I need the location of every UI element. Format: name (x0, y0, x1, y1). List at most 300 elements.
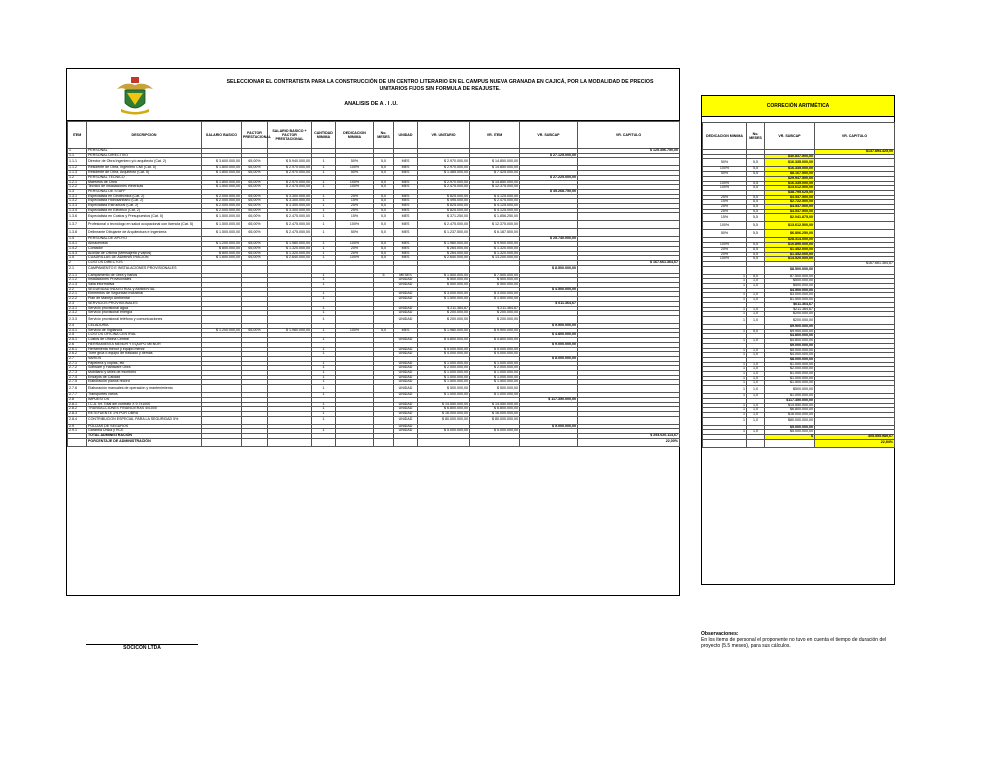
cell-und: UNIDAD (394, 411, 418, 416)
cell-sfp: $ 2.970.000,00 (268, 166, 312, 171)
corr-cell-cap: $137.894.425,00 (815, 150, 895, 155)
cell-und: MES (394, 208, 418, 213)
cell-sfp: $ 2.475.000,00 (268, 213, 312, 221)
cell-desc: Elaboración manuales de operación y mantenimiento (87, 385, 202, 393)
cell-desc: Residente de Obra, Ingeniero Civil (Cat. 5) (87, 166, 202, 171)
cell-desc: Papelería y copias, etc (87, 361, 202, 366)
cell-desc: Especialista en Geotecnica (Cat. 2) (87, 194, 202, 199)
cell-item: 1.4 (68, 237, 87, 242)
cell-item: 1.3.1 (68, 194, 87, 199)
cell-vi: $ 4.125.000,00 (470, 208, 520, 213)
corr-cell-sub: $14.520.000,00 (765, 257, 815, 262)
cell-desc: COSTOS DIRECTOS (87, 260, 202, 265)
cell-mes: 5,0 (374, 171, 394, 176)
cell-cant: 1 (312, 315, 336, 323)
cell-fac: 65,00% (242, 251, 268, 256)
cell-desc: CELADURIA (87, 323, 202, 328)
cell-item: 1.3.7 (68, 221, 87, 229)
cell-item: 1.1.2 (68, 166, 87, 171)
corr-cell-ded: 1 (703, 279, 747, 284)
corr-cell-sub: $3.000.000,00 (765, 293, 815, 298)
col-cantidad: CANTIDAD MINIMA (312, 122, 336, 149)
cell-sfp: $ 3.300.000,00 (268, 208, 312, 213)
cell-vu: $ 500.000,00 (418, 283, 470, 288)
cell-cant: 1 (312, 361, 336, 366)
corr-cell-ded: 1 (703, 376, 747, 381)
corr-cell-ded: 1 (703, 298, 747, 303)
cell-cant: 1 (312, 251, 336, 256)
cell-sal: $ 2.000.000,00 (202, 204, 242, 209)
cell-sal: $ 3.600.000,00 (202, 158, 242, 166)
corr-cell-mes: 1,0 (747, 307, 765, 312)
cell-sfp: $ 3.300.000,00 (268, 194, 312, 199)
cell-desc: Especialista Estructural (Cat. 2) (87, 204, 202, 209)
cell-vu: $ 2.970.000,00 (418, 166, 470, 171)
corr-cell-ded: 1 (703, 316, 747, 324)
cell-sub (520, 385, 578, 393)
cell-vi (470, 265, 520, 273)
cell-vi: $ 1.856.250,00 (470, 213, 520, 221)
cell-item (68, 438, 87, 446)
cell-item: 2.1.1 (68, 273, 87, 278)
corr-cell-mes: 5,5 (747, 230, 765, 238)
cell-und: MES (394, 246, 418, 251)
col-salario: SALARIO BASICO (202, 122, 242, 149)
corr-cell-mes: 1,0 (747, 412, 765, 417)
cell-und: MESES (394, 273, 418, 278)
cell-ded: 25% (336, 194, 374, 199)
cell-item: 1.2.1 (68, 180, 87, 185)
cell-sub: $ 8.000.000,00 (520, 356, 578, 361)
corr-cell-sub: $1.000.000,00 (765, 394, 815, 399)
corr-cell-sub: $1.000.000,00 (765, 372, 815, 377)
cell-und: UNIDAD (394, 380, 418, 385)
cell-fac: 65,00% (242, 171, 268, 176)
corr-cell-sub: $13.612.500,00 (765, 186, 815, 191)
cell-item: 2.5.1 (68, 338, 87, 343)
corr-cell-mes: 1,0 (747, 367, 765, 372)
cell-vu: $ 264.000,00 (418, 246, 470, 251)
corr-cell-mes: 1,0 (747, 348, 765, 353)
cell-und: UNIDAD (394, 375, 418, 380)
cell-sal: $ 1.800.000,00 (202, 166, 242, 171)
cell-sub: $ 9.900.000,00 (520, 323, 578, 328)
corr-cell-mes: 1,0 (747, 403, 765, 408)
cell-desc: COSTOS OFICINA CENTRAL (87, 333, 202, 338)
corr-cell-cap (815, 417, 895, 425)
cell-vu (418, 438, 470, 446)
cell-vi: $ 1.000.000,00 (470, 393, 520, 398)
corr-cell-cap: 22,94% (815, 439, 895, 447)
corr-cell-mes: 5,5 (747, 222, 765, 230)
cell-item: 2.7.6 (68, 385, 87, 393)
corr-cell-sub: $4.500.000,00 (765, 288, 815, 293)
cell-fac: 65,00% (242, 246, 268, 251)
cell-vi: $ 1.000.000,00 (470, 371, 520, 376)
cell-und: MES (394, 229, 418, 237)
cell-sal: $ 1.200.000,00 (202, 328, 242, 333)
cell-item: 2.3.3 (68, 315, 87, 323)
cell-item: 1.5 (68, 256, 87, 261)
corr-cell-mes: 1,0 (747, 284, 765, 289)
cell-sal: $ 1.500.000,00 (202, 221, 242, 229)
cell-cant: 1 (312, 204, 336, 209)
cell-sal: $ 1.800.000,00 (202, 171, 242, 176)
corr-cell-sub: $611.364,67 (765, 302, 815, 307)
cell-ded: 20% (336, 251, 374, 256)
cell-cant: 1 (312, 229, 336, 237)
cell-vi: $ 1.320.000,00 (470, 251, 520, 256)
cell-item: 2.6.1 (68, 347, 87, 352)
cell-vi: $ 7.500.000,00 (470, 273, 520, 278)
corr-cell-sub: $1.000.000,00 (765, 376, 815, 381)
cell-ded: 100% (336, 180, 374, 185)
corr-cell-mes: 5,0 (747, 274, 765, 279)
cell-desc: Plan de Manejo Ambiental (87, 297, 202, 302)
corr-cell-sub: $10.890.000,00 (765, 243, 815, 248)
cell-cant: 1 (312, 292, 336, 297)
cell-cap (578, 229, 680, 237)
cell-item: 1.3.3 (68, 204, 87, 209)
cell-mes (374, 315, 394, 323)
corr-cell-mes (747, 266, 765, 274)
cell-sub: $ 35.268.750,00 (520, 189, 578, 194)
corr-cell-mes: 1,0 (747, 293, 765, 298)
corr-cell-sub: $4.537.500,00 (765, 205, 815, 210)
cell-vu: $ 1.000.000,00 (418, 371, 470, 376)
col-unidad: UNIDAD (394, 122, 418, 149)
cell-item: 1.4.3 (68, 251, 87, 256)
corr-cell-sub: $500.000,00 (765, 279, 815, 284)
corr-cell-sub: $2.000.000,00 (765, 367, 815, 372)
cell-vu: $ 211.364,67 (418, 306, 470, 311)
corr-cell-cap (815, 230, 895, 238)
sheet-header (67, 69, 679, 121)
cell-sal (202, 438, 242, 446)
cell-ded: 50% (336, 158, 374, 166)
cell-mes (374, 438, 394, 446)
corr-cell-ded: 15% (703, 214, 747, 222)
cell-fac (242, 265, 268, 273)
cell-mes (374, 416, 394, 424)
corr-cell-mes: 1,0 (747, 279, 765, 284)
cell-cant: 1 (312, 311, 336, 316)
cell-desc: Transportes varios (87, 393, 202, 398)
cell-vu: $ 825.000,00 (418, 204, 470, 209)
cell-desc: PERSONAL DE STAFF (87, 189, 202, 194)
analysis-heading: ANALISIS DE A . I .U. (344, 101, 398, 107)
cell-sfp: $ 5.940.000,00 (268, 158, 312, 166)
corr-cell-ded: 100% (703, 257, 747, 262)
cell-ded: 15% (336, 199, 374, 204)
corr-cell-ded: 50% (703, 172, 747, 177)
cell-ded: 25% (336, 208, 374, 213)
cell-item: 2.5 (68, 333, 87, 338)
cell-fac: 65,00% (242, 229, 268, 237)
cell-sal: $ 1.800.000,00 (202, 180, 242, 185)
corr-cell-mes: 1,0 (747, 394, 765, 399)
corr-cell-ded: 1 (703, 348, 747, 353)
cell-vu: $ 1.485.000,00 (418, 171, 470, 176)
cell-cant: 1 (312, 158, 336, 166)
cell-vu: $ 2.970.000,00 (418, 158, 470, 166)
corr-cell-sub: $8.167.500,00 (765, 172, 815, 177)
corr-cell-mes: 1,0 (747, 381, 765, 386)
corr-cell-sub: $8.000.000,00 (765, 357, 815, 362)
cell-desc: Torre grúa o equipo de traslado y demás (87, 352, 202, 357)
corr-cell-sub: $4.537.500,00 (765, 195, 815, 200)
cell-desc: PÓLIZAS DE SEGUROS (87, 424, 202, 429)
correction-table (702, 122, 895, 448)
cell-vi: $ 12.375.000,00 (470, 221, 520, 229)
corr-cell-ded: 1 (703, 362, 747, 367)
corr-cell-sub: $5.000.000,00 (765, 348, 815, 353)
cell-fac (242, 385, 268, 393)
cell-ded: 25% (336, 204, 374, 209)
cell-vi: $ 9.900.000,00 (470, 328, 520, 333)
corr-cell-ded: 1 (703, 367, 747, 372)
cell-item: 2.1.2 (68, 278, 87, 283)
cell-vi: $ 500.000,00 (470, 385, 520, 393)
cell-mes: 5,0 (374, 158, 394, 166)
cell-vi: $ 1.320.000,00 (470, 246, 520, 251)
cell-vi: $ 200.000,00 (470, 315, 520, 323)
cell-mes: 5,0 (374, 208, 394, 213)
col-item: ITEM (68, 122, 87, 149)
col-vr-item: VR. ITEM (470, 122, 520, 149)
cell-cant: 1 (312, 185, 336, 190)
cell-sal: $ 2.000.000,00 (202, 208, 242, 213)
cell-vi: $ 6.187.500,00 (470, 229, 520, 237)
cell-vi: $ 500.000,00 (470, 278, 520, 283)
cell-sfp: $ 1.320.000,00 (268, 251, 312, 256)
cell-cap: $ 293.020.114,67 (578, 434, 680, 439)
cell-desc: PERSONAL TÉCNICO (87, 175, 202, 180)
cell-cap (578, 385, 680, 393)
corr-cell-ded: 100% (703, 181, 747, 186)
cell-vi: $ 14.850.000,00 (470, 166, 520, 171)
corr-cell-sub: $16.000.000,00 (765, 412, 815, 417)
cell-cant: 1 (312, 221, 336, 229)
corr-cell-sub: $16.335.000,00 (765, 181, 815, 186)
corr-cell-sub: $500.000,00 (765, 386, 815, 394)
aiu-table (67, 121, 680, 447)
corr-cell-mes: 5,5 (747, 167, 765, 172)
cell-vu: $ 4.000.000,00 (418, 352, 470, 357)
cell-vu: $ 1.237.500,00 (418, 229, 470, 237)
cell-sub (520, 416, 578, 424)
corr-cell-sub: $6.800.000,00 (765, 408, 815, 413)
cell-item: 1 (68, 149, 87, 154)
corr-cell-sub: $38.795.625,00 (765, 190, 815, 195)
cell-cant: 1 (312, 393, 336, 398)
cell-und: UNIDAD (394, 306, 418, 311)
cell-vu: $ 200.000,00 (418, 315, 470, 323)
cell-desc: Especialista Hidrosanitario (Cat. 2) (87, 199, 202, 204)
cell-vi: $ 12.375.000,00 (470, 185, 520, 190)
corr-cell-mes: 1,0 (747, 362, 765, 367)
col-factor: FACTOR PRESTACIONAL (242, 122, 268, 149)
corr-cell-sub: $6.806.250,00 (765, 230, 815, 238)
cell-item: 2.7 (68, 356, 87, 361)
corr-cell-mes: 1,0 (747, 316, 765, 324)
corr-cell-mes: 5,5 (747, 214, 765, 222)
cell-desc: Delineante Dibujante de Arquitectura e Ingenieria (87, 229, 202, 237)
corr-cell-mes: 5,5 (747, 252, 765, 257)
col-vr-unitario: VR. UNITARIO (418, 122, 470, 149)
corr-cell-sub: $16.335.000,00 (765, 159, 815, 167)
cell-mes: 5,0 (374, 204, 394, 209)
cell-item: 2.8.1 (68, 402, 87, 407)
cell-item: 2.7.3 (68, 371, 87, 376)
cell-vu: $ 264.000,00 (418, 251, 470, 256)
cell-vi: $ 14.850.000,00 (470, 180, 520, 185)
cell-item: 2.7.5 (68, 380, 87, 385)
cell-ded: 100% (336, 328, 374, 333)
cell-und: UNIDAD (394, 283, 418, 288)
corr-cell-sub: $40.837.500,00 (765, 154, 815, 159)
corr-cell-sub: $4.800.000,00 (765, 334, 815, 339)
cell-vi: $ 5.000.000,00 (470, 429, 520, 434)
cell-desc: SERVICIOS PROVISIONALES (87, 301, 202, 306)
cell-vu: $ 2.640.000,00 (418, 256, 470, 261)
cell-desc: Almacenista (87, 242, 202, 247)
cell-mes: 5,0 (374, 166, 394, 171)
cell-desc: Elementos de Seguridad Industrial (87, 292, 202, 297)
cell-item: 1.3.4 (68, 208, 87, 213)
cell-item: 2.7.1 (68, 361, 87, 366)
cell-sal: $ 1.600.000,00 (202, 256, 242, 261)
cell-und: UNIDAD (394, 361, 418, 366)
cell-vi: $ 3.000.000,00 (470, 292, 520, 297)
cell-fac: 65,00% (242, 328, 268, 333)
cell-sal: $ 1.500.000,00 (202, 213, 242, 221)
cell-vi (470, 438, 520, 446)
cell-cant: 1 (312, 347, 336, 352)
corr-cell-mes: 5,5 (747, 257, 765, 262)
cell-und: UNIDAD (394, 402, 418, 407)
correction-title: CORRECIÓN ARITMÉTICA (702, 96, 894, 117)
cell-item: 1.1 (68, 153, 87, 158)
corr-cell-sub: $4.537.500,00 (765, 209, 815, 214)
cell-desc: Servicio provisional teléfono y comunicaciones (87, 315, 202, 323)
cell-vu: $ 5.000.000,00 (418, 347, 470, 352)
cell-vi: $ 1.000.000,00 (470, 375, 520, 380)
cell-ded: 20% (336, 246, 374, 251)
corr-cell-cap (815, 159, 895, 167)
cell-cant: 1 (312, 194, 336, 199)
cell-desc: Auxiliar de Oficina (Mensajeria y varios) (87, 251, 202, 256)
cell-vi: $ 211.364,67 (470, 306, 520, 311)
cell-sfp: $ 1.980.000,00 (268, 242, 312, 247)
cell-und: UNIDAD (394, 338, 418, 343)
cell-cap: 22,00% (578, 438, 680, 446)
col-salario-factor: SALARIO BASICO + FACTOR PRESTACIONAL (268, 122, 312, 149)
cell-item: 2.9.1 (68, 429, 87, 434)
cell-sub: $ 5.000.000,00 (520, 424, 578, 429)
cell-sal: $ 800.000,00 (202, 251, 242, 256)
corr-cell-mes: 1,0 (747, 408, 765, 413)
cell-sub: $ 8.500.000,00 (520, 265, 578, 273)
cell-ded: 50% (336, 171, 374, 176)
cell-und: MES (394, 221, 418, 229)
corr-cell-ded: 1 (703, 339, 747, 344)
cell-vu: $ 6.800.000,00 (418, 407, 470, 412)
cell-mes: 5,0 (374, 213, 394, 221)
cell-und (394, 438, 418, 446)
cell-und: UNIDAD (394, 366, 418, 371)
corr-cell-ded: 1 (703, 284, 747, 289)
corr-cell-ded: 1 (703, 381, 747, 386)
cell-vi: $ 4.800.000,00 (470, 338, 520, 343)
correction-row (703, 222, 895, 230)
cell-desc: HERRAMIENTA MENOR Y EQUIPO MENOR (87, 342, 202, 347)
corr-cell-mes: 5,0 (747, 329, 765, 334)
cell-sal (202, 416, 242, 424)
cell-ded: 100% (336, 256, 374, 261)
cell-fac: 65,00% (242, 185, 268, 190)
cell-sal: $ 1.500.000,00 (202, 229, 242, 237)
cell-vu: $ 1.980.000,00 (418, 242, 470, 247)
corr-cell-sub: $200.000,00 (765, 316, 815, 324)
cell-sfp: $ 2.475.000,00 (268, 221, 312, 229)
cell-vi: $ 5.000.000,00 (470, 347, 520, 352)
cell-sub: $ 27.125.000,00 (520, 153, 578, 158)
cell-vu: $ 1.500.000,00 (418, 273, 470, 278)
corr-cell-mes: 5,5 (747, 181, 765, 186)
cell-cant: 1 (312, 402, 336, 407)
cell-desc: CAMPAMENTO E INSTALACIONES PROVISIONALES (87, 265, 202, 273)
col-dedicacion: DEDICACION MINIMA (336, 122, 374, 149)
corr-cell-sub: $9.000.000,00 (765, 343, 815, 348)
cell-desc: Especialista en Eléctrico (Cat. 2) (87, 208, 202, 213)
cell-vu: $ 16.000.000,00 (418, 411, 470, 416)
cell-mes (374, 265, 394, 273)
cell-item: 2.2.2 (68, 297, 87, 302)
cell-item: 2.7.2 (68, 366, 87, 371)
cell-item: 2.3.1 (68, 306, 87, 311)
cell-cant: 1 (312, 278, 336, 283)
corr-cell-mes: 1,0 (747, 312, 765, 317)
cell-vi: $ 1.500.000,00 (470, 380, 520, 385)
cell-desc: Ensayos de Calidad (87, 375, 202, 380)
cell-sfp (268, 265, 312, 273)
cell-cant: 1 (312, 385, 336, 393)
corr-cell-sub: $28.314.000,00 (765, 238, 815, 243)
corr-cell-ded: 1 (703, 329, 747, 334)
corr-cell-mes: 1,0 (747, 339, 765, 344)
cell-mes: 5,0 (374, 328, 394, 333)
corr-cell-ded: 1 (703, 307, 747, 312)
cell-item: 1.3.6 (68, 213, 87, 221)
table-row (68, 438, 680, 446)
cell-cant: 1 (312, 416, 336, 424)
cell-desc: CUADRILLAS DE ADMINISTRACIÓN (87, 256, 202, 261)
cell-und: UNIDAD (394, 347, 418, 352)
cell-und: UNIDAD (394, 292, 418, 297)
cell-fac: 65,00% (242, 180, 268, 185)
cell-vu: $ 825.000,00 (418, 194, 470, 199)
cell-sfp: $ 2.970.000,00 (268, 180, 312, 185)
cell-item: 1.3.8 (68, 229, 87, 237)
cell-sfp: $ 2.640.000,00 (268, 256, 312, 261)
cell-item: 1.4.2 (68, 246, 87, 251)
corr-cell-sub: $9.900.000,00 (765, 329, 815, 334)
cell-sal: $ 800.000,00 (202, 246, 242, 251)
corr-cell-ded: 1 (703, 408, 747, 413)
cell-und: UNIDAD (394, 393, 418, 398)
cell-item: 2.4 (68, 323, 87, 328)
